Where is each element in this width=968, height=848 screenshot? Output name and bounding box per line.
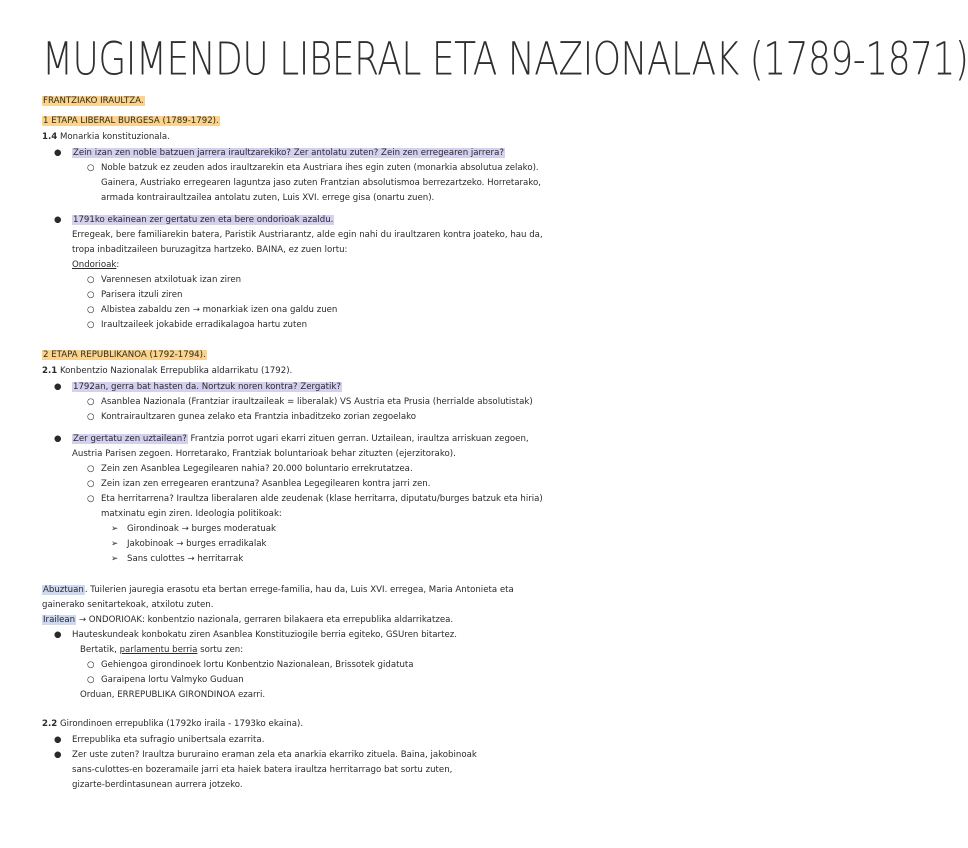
circle-bullet-icon: ○ [87, 479, 95, 489]
ideology-item: Girondinoak → burges moderatuak [127, 524, 277, 534]
circle-bullet-icon: ○ [87, 320, 95, 330]
paragraph-line: gizarte-berdintasunean aurrera jotzeko. [72, 780, 243, 790]
circle-bullet-icon: ○ [87, 290, 95, 300]
consequences-label: Ondorioak: [72, 260, 120, 270]
subsection-1-4: 1.4 Monarkia konstituzionala. [42, 132, 170, 142]
bullet-icon: ● [54, 434, 62, 444]
list-item: Garaipena lortu Valmyko Guduan [101, 675, 244, 685]
list-item: Hauteskundeak konbokatu ziren Asanblea Konstituziogile berria egiteko, GSUren bitartez. [72, 630, 457, 640]
bullet-icon: ● [54, 382, 62, 392]
arrow-bullet-icon: ➢ [111, 524, 119, 534]
answer-line: Gainera, Austriako erregearen laguntza jaso zuten Frantzian absolutismoa berrezartzeko. Horretarako, [101, 178, 541, 188]
answer-line: Eta herritarrena? Iraultza liberalaren alde zeudenak (klase herritarra, diputatu/burges batzuk eta hiria) [101, 494, 543, 504]
circle-bullet-icon: ○ [87, 305, 95, 315]
circle-bullet-icon: ○ [87, 675, 95, 685]
page-title: MUGIMENDU LIBERAL ETA NAZIONALAK (1789-1871) [42, 34, 968, 86]
bullet-icon: ● [54, 215, 62, 225]
circle-bullet-icon: ○ [87, 464, 95, 474]
arrow-bullet-icon: ➢ [111, 554, 119, 564]
ideology-item: Sans culottes → herritarrak [127, 554, 244, 564]
august-paragraph: Abuztuan. Tuilerien jauregia erasotu eta bertan errege-familia, hau da, Luis XVI. erregea, Maria Antonieta eta [43, 585, 514, 595]
paragraph-line: tropa inbaditzaileen buruzagitza hartzeko. BAINA, ez zuen lortu: [72, 245, 348, 255]
stage-1-heading: 1 ETAPA LIBERAL BURGESA (1789-1792). [43, 116, 219, 126]
question-3: 1792an, gerra bat hasten da. Nortzuk noren kontra? Zergatik? [73, 382, 341, 392]
answer-line: Zein izan zen erregearen erantzuna? Asanblea Legegilearen kontra jarri zen. [101, 479, 431, 489]
question-4: Zer gertatu zen uztailean? Frantzia porrot ugari ekarri zituen gerran. Uztailean, iraultza arriskuan zegoen, [73, 434, 529, 444]
subsection-2-1: 2.1 Konbentzio Nazionalak Errepublika aldarrikatu (1792). [42, 366, 293, 376]
bullet-icon: ● [54, 630, 62, 640]
list-item: Zer uste zuten? Iraultza bururaino eraman zela eta anarkia ekarriko zituela. Baina, jakobinoak [72, 750, 477, 760]
stage-2-heading: 2 ETAPA REPUBLIKANOA (1792-1794). [43, 350, 206, 360]
circle-bullet-icon: ○ [87, 397, 95, 407]
answer-line: matxinatu egin ziren. Ideologia politikoak: [101, 509, 282, 519]
list-item: Errepublika eta sufragio unibertsala ezarrita. [72, 735, 265, 745]
consequence-item: Parisera itzuli ziren [101, 290, 183, 300]
circle-bullet-icon: ○ [87, 494, 95, 504]
answer-line: Asanblea Nazionala (Frantziar iraultzaileak = liberalak) VS Austria eta Prusia (herrialde absolutistak) [101, 397, 533, 407]
consequence-item: Albistea zabaldu zen → monarkiak izen ona galdu zuen [101, 305, 338, 315]
question-2: 1791ko ekainean zer gertatu zen eta bere ondorioak azaldu. [73, 215, 334, 225]
section-heading: FRANTZIAKO IRAULTZA. [43, 96, 144, 106]
ideology-item: Jakobinoak → burges erradikalak [127, 539, 267, 549]
arrow-bullet-icon: ➢ [111, 539, 119, 549]
bullet-icon: ● [54, 750, 62, 760]
paragraph-line: Bertatik, parlamentu berria sortu zen: [80, 645, 244, 655]
question-1: Zein izan zen noble batzuen jarrera iraultzarekiko? Zer antolatu zuten? Zein zen erregearen jarrera? [73, 148, 504, 158]
answer-line: Kontrairaultzaren gunea zelako eta Frantzia inbaditzeko zorian zegoelako [101, 412, 417, 422]
circle-bullet-icon: ○ [87, 275, 95, 285]
paragraph-line: sans-culottes-en bozeramaile jarri eta haiek batera iraultza herritarrago bat sortu zuten, [72, 765, 453, 775]
answer-line: Noble batzuk ez zeuden ados iraultzarekin eta Austriara ihes egin zuten (monarkia absolutua zelako). [101, 163, 539, 173]
circle-bullet-icon: ○ [87, 660, 95, 670]
circle-bullet-icon: ○ [87, 163, 95, 173]
bullet-icon: ● [54, 148, 62, 158]
bullet-icon: ● [54, 735, 62, 745]
september-paragraph: Irailean → ONDORIOAK: konbentzio nazionala, gerraren bilakaera eta errepublika aldarrikatzea. [43, 615, 454, 625]
paragraph-line: gainerako senitartekoak, atxilotu zuten. [42, 600, 214, 610]
answer-line: Zein zen Asanblea Legegilearen nahia? 20.000 boluntario errekrutatzea. [101, 464, 413, 474]
paragraph-line: Orduan, ERREPUBLIKA GIRONDINOA ezarri. [80, 690, 266, 700]
answer-line: armada kontrairaultzailea antolatu zuten, Luis XVI. errege gisa (onartu zuen). [101, 193, 435, 203]
consequence-item: Iraultzaileek jokabide erradikalagoa hartu zuten [101, 320, 308, 330]
paragraph-line: Austria Parisen zegoen. Horretarako, Frantziak boluntarioak behar zituzten (ejerzitorako). [72, 449, 456, 459]
consequence-item: Varennesen atxilotuak izan ziren [101, 275, 242, 285]
subsection-2-2: 2.2 Girondinoen errepublika (1792ko iraila - 1793ko ekaina). [42, 719, 304, 729]
circle-bullet-icon: ○ [87, 412, 95, 422]
list-item: Gehiengoa girondinoek lortu Konbentzio Nazionalean, Brissotek gidatuta [101, 660, 414, 670]
paragraph-line: Erregeak, bere familiarekin batera, Paristik Austriarantz, alde egin nahi du iraultzaren kontra joateko, hau da, [72, 230, 543, 240]
